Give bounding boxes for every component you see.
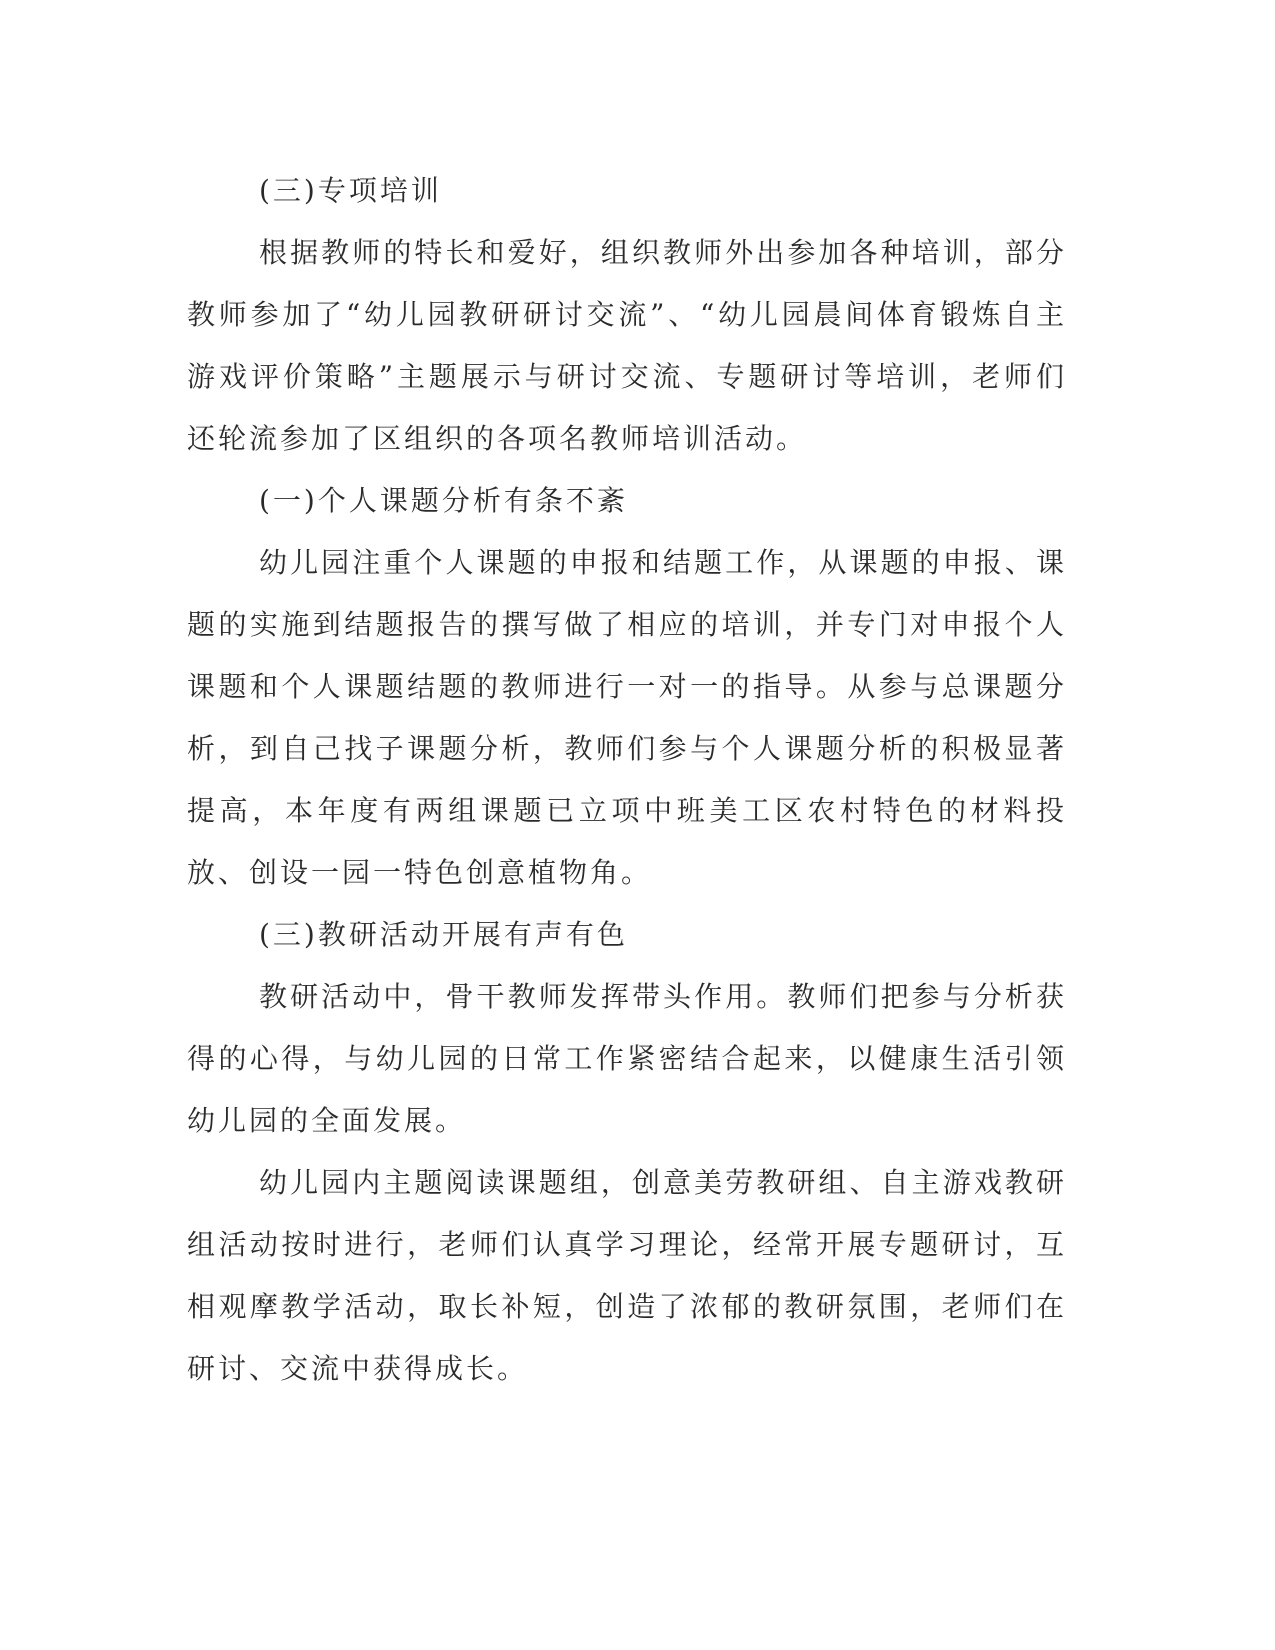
section-heading-research-activities: (三)教研活动开展有声有色 xyxy=(259,918,628,951)
paragraph-research-activities: 教研活动中，骨干教师发挥带头作用。教师们把参与分析获得的心得，与幼儿园的日常工作紧密结合起来，以健康生活引领幼儿园的全面发展。 xyxy=(187,980,1067,1137)
section-heading-personal-topics: (一)个人课题分析有条不紊 xyxy=(259,484,628,517)
paragraph-research-groups: 幼儿园内主题阅读课题组，创意美劳教研组、自主游戏教研组活动按时进行，老师们认真学习理论，经常开展专题研讨，互相观摩教学活动，取长补短，创造了浓郁的教研氛围，老师们在研讨、交流中获得成长。 xyxy=(187,1166,1067,1385)
document-body xyxy=(187,160,1067,1400)
paragraph-training: 根据教师的特长和爱好，组织教师外出参加各种培训，部分教师参加了“幼儿园教研研讨交流”、“幼儿园晨间体育锻炼自主游戏评价策略”主题展示与研讨交流、专题研讨等培训，老师们还轮流参加了区组织的各项名教师培训活动。 xyxy=(187,236,1067,455)
paragraph-personal-topics: 幼儿园注重个人课题的申报和结题工作，从课题的申报、课题的实施到结题报告的撰写做了相应的培训，并专门对申报个人课题和个人课题结题的教师进行一对一的指导。从参与总课题分析，到自己找子课题分析，教师们参与个人课题分析的积极显著提高，本年度有两组课题已立项中班美工区农村特色的材料投放、创设一园一特色创意植物角。 xyxy=(187,546,1067,889)
section-heading-special-training: (三)专项培训 xyxy=(259,174,442,207)
